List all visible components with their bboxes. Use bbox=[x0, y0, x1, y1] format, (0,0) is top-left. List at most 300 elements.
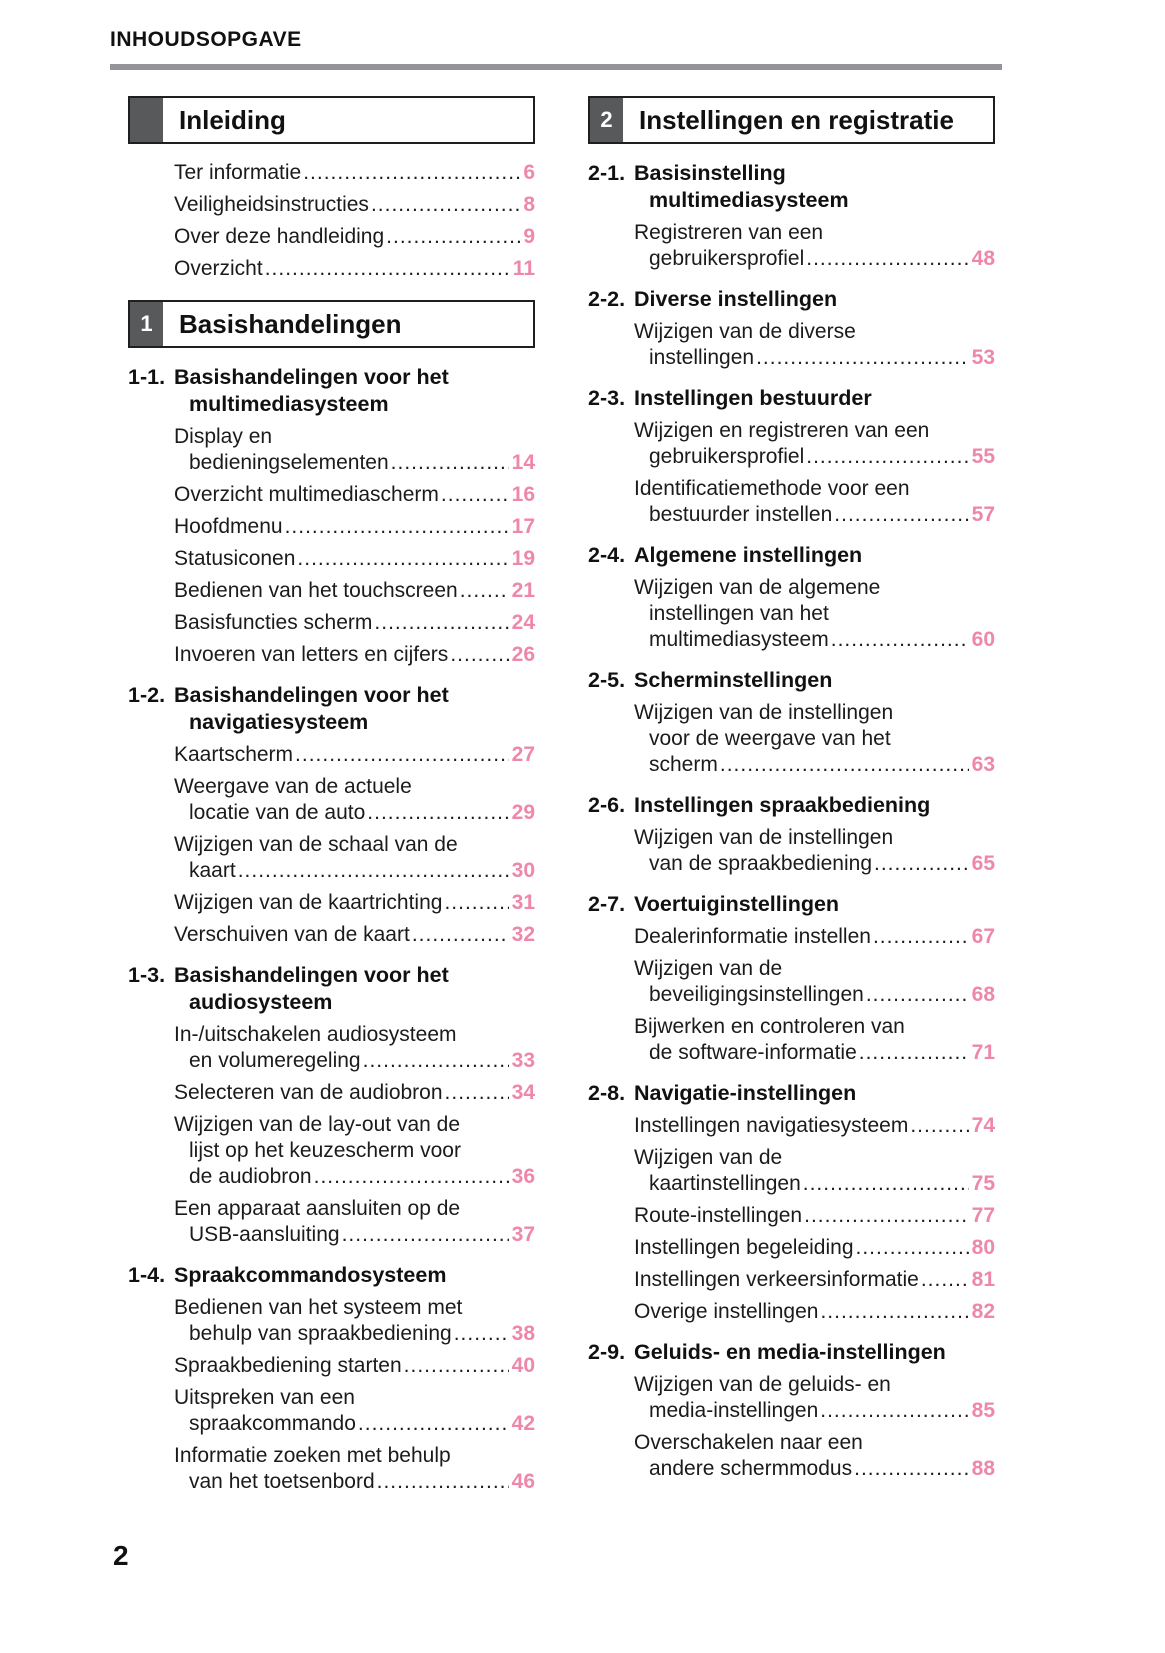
entry-line bbox=[634, 956, 995, 982]
toc-entry bbox=[588, 1235, 995, 1261]
dot-leader bbox=[295, 742, 509, 768]
section-number: 2-1. bbox=[588, 161, 626, 185]
entry-page-number: 60 bbox=[971, 628, 995, 651]
entry-line bbox=[174, 1469, 535, 1495]
entry-text: de audiobron bbox=[189, 1165, 312, 1188]
dot-leader bbox=[834, 502, 968, 528]
entry-text: scherm bbox=[649, 753, 718, 776]
entry-line bbox=[174, 742, 535, 768]
dot-leader bbox=[238, 858, 509, 884]
entry-page-number: 19 bbox=[511, 547, 535, 570]
entry-text: andere schermmodus bbox=[649, 1457, 853, 1480]
section-title-line: Basishandelingen voor het bbox=[174, 365, 449, 389]
entry-page-number: 42 bbox=[511, 1412, 535, 1435]
toc-column-left bbox=[128, 96, 535, 1501]
section-heading bbox=[128, 364, 535, 418]
section-number: 2-2. bbox=[588, 287, 626, 311]
toc-entry bbox=[128, 890, 535, 916]
toc-entry bbox=[588, 1299, 995, 1325]
entry-page-number: 57 bbox=[971, 503, 995, 526]
entry-text: Wijzigen van de bbox=[634, 957, 783, 980]
entry-line bbox=[634, 246, 995, 272]
dot-leader bbox=[391, 450, 509, 476]
dot-leader bbox=[720, 752, 969, 778]
entry-text: Wijzigen van de diverse bbox=[634, 320, 856, 343]
entry-line bbox=[634, 1430, 995, 1456]
entry-text: Wijzigen van de instellingen bbox=[634, 701, 894, 724]
toc-entry bbox=[128, 1022, 535, 1074]
entry-text: van het toetsenbord bbox=[189, 1470, 375, 1493]
entry-text: bedieningselementen bbox=[189, 451, 389, 474]
entry-text: Overschakelen naar een bbox=[634, 1431, 863, 1454]
entry-line bbox=[634, 345, 995, 371]
entry-text: Bijwerken en controleren van bbox=[634, 1015, 905, 1038]
entry-line bbox=[634, 444, 995, 470]
entry-line bbox=[634, 1113, 995, 1139]
dot-leader bbox=[297, 546, 508, 572]
toc-entry bbox=[128, 546, 535, 572]
toc-entry bbox=[128, 642, 535, 668]
entry-line bbox=[174, 890, 535, 916]
dot-leader bbox=[374, 610, 508, 636]
entry-page-number: 31 bbox=[511, 891, 535, 914]
entry-page-number: 27 bbox=[511, 743, 535, 766]
toc-entry bbox=[128, 482, 535, 508]
entry-line bbox=[174, 256, 535, 282]
dot-leader bbox=[874, 851, 969, 877]
entry-text: en volumeregeling bbox=[189, 1049, 361, 1072]
chapter-box bbox=[128, 96, 535, 144]
section-heading bbox=[588, 542, 995, 569]
entry-line bbox=[174, 1080, 535, 1106]
entry-line bbox=[174, 774, 535, 800]
entry-text: spraakcommando bbox=[189, 1412, 356, 1435]
entry-text: Display en bbox=[174, 425, 273, 448]
entry-text: behulp van spraakbediening bbox=[189, 1322, 452, 1345]
entry-line bbox=[174, 450, 535, 476]
section-heading bbox=[588, 286, 995, 313]
dot-leader bbox=[856, 1235, 969, 1261]
section-number: 2-3. bbox=[588, 386, 626, 410]
entry-text: Invoeren van letters en cijfers bbox=[174, 643, 449, 666]
entry-line bbox=[174, 800, 535, 826]
entry-text: gebruikersprofiel bbox=[649, 445, 805, 468]
entry-page-number: 24 bbox=[511, 611, 535, 634]
entry-page-number: 17 bbox=[511, 515, 535, 538]
entry-page-number: 71 bbox=[971, 1041, 995, 1064]
section-title bbox=[634, 667, 995, 694]
entry-page-number: 81 bbox=[971, 1268, 995, 1291]
section-number: 2-9. bbox=[588, 1340, 626, 1364]
dot-leader bbox=[873, 924, 969, 950]
toc-entry bbox=[128, 774, 535, 826]
entry-text: Wijzigen van de kaartrichting bbox=[174, 891, 443, 914]
toc-entry bbox=[128, 1295, 535, 1347]
toc-entry bbox=[588, 1430, 995, 1482]
toc-entry bbox=[588, 956, 995, 1008]
toc-entry bbox=[128, 1385, 535, 1437]
dot-leader bbox=[363, 1048, 509, 1074]
entry-page-number: 53 bbox=[971, 346, 995, 369]
entry-text: Wijzigen van de lay-out van de bbox=[174, 1113, 460, 1136]
entry-text: Registreren van een bbox=[634, 221, 824, 244]
dot-leader bbox=[342, 1222, 509, 1248]
entry-page-number: 74 bbox=[971, 1114, 995, 1137]
entry-text: Overzicht bbox=[174, 257, 263, 280]
section-heading bbox=[588, 792, 995, 819]
dot-leader bbox=[460, 578, 509, 604]
entry-text: Kaartscherm bbox=[174, 743, 294, 766]
entry-text: Instellingen begeleiding bbox=[634, 1236, 854, 1259]
entry-line bbox=[634, 1203, 995, 1229]
section-number: 2-6. bbox=[588, 793, 626, 817]
dot-leader bbox=[820, 1299, 968, 1325]
toc-entry bbox=[128, 742, 535, 768]
entry-page-number: 80 bbox=[971, 1236, 995, 1259]
dot-leader bbox=[445, 1080, 509, 1106]
section-title-line: navigatiesysteem bbox=[189, 710, 369, 734]
dot-leader bbox=[866, 982, 969, 1008]
entry-page-number: 14 bbox=[511, 451, 535, 474]
entry-page-number: 37 bbox=[511, 1223, 535, 1246]
entry-line bbox=[634, 319, 995, 345]
toc-entry bbox=[588, 220, 995, 272]
section-title-line: audiosysteem bbox=[189, 990, 333, 1014]
dot-leader bbox=[831, 627, 969, 653]
section-title-line: Geluids- en media-instellingen bbox=[634, 1340, 946, 1364]
entry-line bbox=[634, 1040, 995, 1066]
toc-entry bbox=[588, 924, 995, 950]
section-heading bbox=[128, 1262, 535, 1289]
entry-text: USB-aansluiting bbox=[189, 1223, 340, 1246]
entry-page-number: 8 bbox=[523, 193, 535, 216]
toc-entry bbox=[588, 1267, 995, 1293]
dot-leader bbox=[806, 444, 968, 470]
entry-text: Selecteren van de audiobron bbox=[174, 1081, 443, 1104]
section-heading bbox=[588, 1080, 995, 1107]
section-title-line: Spraakcommandosysteem bbox=[174, 1263, 447, 1287]
entry-line bbox=[634, 1145, 995, 1171]
entry-text: Informatie zoeken met behulp bbox=[174, 1444, 451, 1467]
entry-page-number: 55 bbox=[971, 445, 995, 468]
entry-text: Wijzigen en registreren van een bbox=[634, 419, 930, 442]
entry-text: Route-instellingen bbox=[634, 1204, 803, 1227]
toc-entry bbox=[128, 192, 535, 218]
entry-text: Overzicht multimediascherm bbox=[174, 483, 439, 506]
toc-entry bbox=[588, 1145, 995, 1197]
entry-line bbox=[634, 1235, 995, 1261]
entry-page-number: 48 bbox=[971, 247, 995, 270]
dot-leader bbox=[454, 1321, 509, 1347]
dot-leader bbox=[404, 1353, 509, 1379]
toc-entry bbox=[128, 1443, 535, 1495]
entry-line bbox=[634, 700, 995, 726]
section-title bbox=[634, 385, 995, 412]
entry-line bbox=[174, 642, 535, 668]
entry-text: Een apparaat aansluiten op de bbox=[174, 1197, 461, 1220]
section-title-line: Basisinstelling bbox=[634, 161, 786, 185]
section-title bbox=[634, 1339, 995, 1366]
section-title-line: Algemene instellingen bbox=[634, 543, 863, 567]
entry-text: de software-informatie bbox=[649, 1041, 857, 1064]
entry-page-number: 46 bbox=[511, 1470, 535, 1493]
entry-page-number: 32 bbox=[511, 923, 535, 946]
dot-leader bbox=[371, 192, 520, 218]
entry-page-number: 30 bbox=[511, 859, 535, 882]
entry-line bbox=[634, 1372, 995, 1398]
entry-text: Weergave van de actuele bbox=[174, 775, 412, 798]
section-heading bbox=[128, 682, 535, 736]
toc-entry bbox=[588, 700, 995, 778]
entry-text: van de spraakbediening bbox=[649, 852, 873, 875]
section-title-line: Scherminstellingen bbox=[634, 668, 833, 692]
entry-line bbox=[174, 832, 535, 858]
entry-line bbox=[634, 1456, 995, 1482]
entry-text: Veiligheidsinstructies bbox=[174, 193, 369, 216]
entry-text: Wijzigen van de algemene bbox=[634, 576, 881, 599]
section-heading bbox=[588, 667, 995, 694]
entry-line bbox=[174, 1164, 535, 1190]
dot-leader bbox=[358, 1411, 509, 1437]
entry-text: gebruikersprofiel bbox=[649, 247, 805, 270]
entry-line bbox=[634, 982, 995, 1008]
section-title-line: multimediasysteem bbox=[189, 392, 389, 416]
toc-entry bbox=[588, 1372, 995, 1424]
dot-leader bbox=[804, 1203, 969, 1229]
toc-column-right bbox=[588, 96, 995, 1501]
toc-entry bbox=[588, 1203, 995, 1229]
entry-text: Verschuiven van de kaart bbox=[174, 923, 410, 946]
toc-entry bbox=[128, 1353, 535, 1379]
entry-page-number: 65 bbox=[971, 852, 995, 875]
entry-text: Instellingen verkeersinformatie bbox=[634, 1268, 919, 1291]
entry-line bbox=[634, 924, 995, 950]
dot-leader bbox=[285, 514, 509, 540]
toc-entry bbox=[588, 319, 995, 371]
entry-line bbox=[634, 502, 995, 528]
dot-leader bbox=[314, 1164, 509, 1190]
entry-text: Basisfuncties scherm bbox=[174, 611, 373, 634]
entry-line bbox=[634, 1398, 995, 1424]
section-heading bbox=[588, 385, 995, 412]
entry-line bbox=[174, 1353, 535, 1379]
dot-leader bbox=[756, 345, 969, 371]
entry-text: locatie van de auto bbox=[189, 801, 366, 824]
toc-entry bbox=[128, 578, 535, 604]
chapter-number-tab: 1 bbox=[130, 302, 163, 346]
entry-text: Identificatiemethode voor een bbox=[634, 477, 910, 500]
section-title-line: Instellingen bestuurder bbox=[634, 386, 872, 410]
section-title-line: Basishandelingen voor het bbox=[174, 683, 449, 707]
section-title-line: Basishandelingen voor het bbox=[174, 963, 449, 987]
toc-entry bbox=[128, 514, 535, 540]
chapter-title: Basishandelingen bbox=[179, 308, 402, 339]
entry-text: Ter informatie bbox=[174, 161, 302, 184]
entry-line bbox=[634, 220, 995, 246]
entry-text: In-/uitschakelen audiosysteem bbox=[174, 1023, 457, 1046]
dot-leader bbox=[806, 246, 968, 272]
toc-entry bbox=[128, 424, 535, 476]
entry-line bbox=[174, 578, 535, 604]
dot-leader bbox=[444, 890, 508, 916]
entry-page-number: 75 bbox=[971, 1172, 995, 1195]
section-title-line: Navigatie-instellingen bbox=[634, 1081, 857, 1105]
entry-page-number: 82 bbox=[971, 1300, 995, 1323]
entry-page-number: 11 bbox=[512, 257, 535, 280]
entry-line bbox=[174, 1138, 535, 1164]
dot-leader bbox=[377, 1469, 509, 1495]
section-number: 2-8. bbox=[588, 1081, 626, 1105]
toc-entry bbox=[128, 1080, 535, 1106]
entry-text: kaart bbox=[189, 859, 236, 882]
dot-leader bbox=[859, 1040, 969, 1066]
page-number: 2 bbox=[113, 1540, 129, 1571]
entry-line bbox=[634, 825, 995, 851]
entry-line bbox=[634, 726, 995, 752]
toc-entry bbox=[588, 418, 995, 470]
entry-line bbox=[174, 1196, 535, 1222]
section-number: 2-7. bbox=[588, 892, 626, 916]
entry-text: media-instellingen bbox=[649, 1399, 819, 1422]
entry-page-number: 9 bbox=[523, 225, 535, 248]
section-title bbox=[634, 891, 995, 918]
entry-line bbox=[174, 1112, 535, 1138]
section-number: 2-5. bbox=[588, 668, 626, 692]
section-title bbox=[174, 962, 535, 1016]
entry-line bbox=[174, 482, 535, 508]
entry-text: bestuurder instellen bbox=[649, 503, 833, 526]
entry-line bbox=[174, 192, 535, 218]
dot-leader bbox=[265, 256, 510, 282]
dot-leader bbox=[386, 224, 520, 250]
toc-entry bbox=[588, 1113, 995, 1139]
entry-page-number: 33 bbox=[511, 1049, 535, 1072]
toc-entry bbox=[128, 832, 535, 884]
entry-line bbox=[634, 476, 995, 502]
chapter-number-tab: 2 bbox=[590, 98, 623, 142]
entry-text: Bedienen van het systeem met bbox=[174, 1296, 463, 1319]
entry-page-number: 6 bbox=[523, 161, 535, 184]
entry-line bbox=[634, 601, 995, 627]
toc-entry bbox=[588, 1014, 995, 1066]
entry-line bbox=[174, 858, 535, 884]
page-content bbox=[110, 0, 1002, 1501]
entry-line bbox=[174, 1222, 535, 1248]
section-title bbox=[634, 542, 995, 569]
toc-entry bbox=[588, 476, 995, 528]
section-number: 1-2. bbox=[128, 683, 166, 707]
entry-text: Overige instellingen bbox=[634, 1300, 819, 1323]
entry-page-number: 21 bbox=[511, 579, 535, 602]
entry-text: Over deze handleiding bbox=[174, 225, 385, 248]
entry-text: Dealerinformatie instellen bbox=[634, 925, 871, 948]
section-title-line: Instellingen spraakbediening bbox=[634, 793, 931, 817]
entry-line bbox=[174, 546, 535, 572]
entry-line bbox=[634, 1171, 995, 1197]
entry-line bbox=[634, 418, 995, 444]
toc-entry bbox=[588, 825, 995, 877]
page-title: INHOUDSOPGAVE bbox=[110, 28, 302, 51]
entry-text: kaartinstellingen bbox=[649, 1172, 801, 1195]
toc-entry bbox=[128, 160, 535, 186]
dot-leader bbox=[303, 160, 520, 186]
entry-line bbox=[174, 1385, 535, 1411]
section-title bbox=[634, 160, 995, 214]
toc-columns bbox=[110, 96, 1002, 1501]
entry-page-number: 36 bbox=[511, 1165, 535, 1188]
entry-text: Hoofdmenu bbox=[174, 515, 283, 538]
section-heading bbox=[588, 1339, 995, 1366]
section-title-line: Voertuiginstellingen bbox=[634, 892, 840, 916]
entry-line bbox=[174, 1295, 535, 1321]
header-rule bbox=[110, 64, 1002, 70]
entry-line bbox=[634, 627, 995, 653]
dot-leader bbox=[854, 1456, 969, 1482]
entry-text: instellingen bbox=[649, 346, 755, 369]
toc-entry bbox=[128, 1112, 535, 1190]
entry-line bbox=[174, 424, 535, 450]
entry-page-number: 77 bbox=[971, 1204, 995, 1227]
entry-text: Wijzigen van de instellingen bbox=[634, 826, 894, 849]
entry-page-number: 85 bbox=[971, 1399, 995, 1422]
section-title-line: Diverse instellingen bbox=[634, 287, 838, 311]
entry-line bbox=[174, 1048, 535, 1074]
section-title-line: multimediasysteem bbox=[649, 188, 849, 212]
entry-page-number: 38 bbox=[511, 1322, 535, 1345]
entry-text: lijst op het keuzescherm voor bbox=[189, 1139, 461, 1162]
section-title bbox=[634, 792, 995, 819]
section-heading bbox=[588, 160, 995, 214]
entry-line bbox=[174, 1022, 535, 1048]
entry-line bbox=[174, 922, 535, 948]
entry-page-number: 34 bbox=[511, 1081, 535, 1104]
entry-text: Spraakbediening starten bbox=[174, 1354, 402, 1377]
entry-page-number: 63 bbox=[971, 753, 995, 776]
chapter-box bbox=[128, 300, 535, 348]
entry-text: Uitspreken van een bbox=[174, 1386, 355, 1409]
section-number: 2-4. bbox=[588, 543, 626, 567]
dot-leader bbox=[921, 1267, 969, 1293]
dot-leader bbox=[441, 482, 509, 508]
entry-text: Statusiconen bbox=[174, 547, 296, 570]
entry-page-number: 67 bbox=[971, 925, 995, 948]
toc-entry bbox=[128, 610, 535, 636]
dot-leader bbox=[803, 1171, 969, 1197]
entry-line bbox=[634, 1267, 995, 1293]
entry-page-number: 88 bbox=[971, 1457, 995, 1480]
section-title bbox=[174, 364, 535, 418]
entry-line bbox=[174, 1411, 535, 1437]
entry-text: Wijzigen van de schaal van de bbox=[174, 833, 458, 856]
entry-text: voor de weergave van het bbox=[649, 727, 891, 750]
entry-page-number: 16 bbox=[511, 483, 535, 506]
section-heading bbox=[588, 891, 995, 918]
entry-text: Instellingen navigatiesysteem bbox=[634, 1114, 909, 1137]
section-number: 1-4. bbox=[128, 1263, 166, 1287]
entry-page-number: 68 bbox=[971, 983, 995, 1006]
section-title bbox=[174, 1262, 535, 1289]
section-number: 1-1. bbox=[128, 365, 166, 389]
entry-line bbox=[634, 851, 995, 877]
entry-text: Wijzigen van de bbox=[634, 1146, 783, 1169]
toc-entry bbox=[128, 256, 535, 282]
entry-line bbox=[174, 224, 535, 250]
section-title bbox=[634, 286, 995, 313]
dot-leader bbox=[367, 800, 508, 826]
dot-leader bbox=[412, 922, 509, 948]
entry-line bbox=[634, 1014, 995, 1040]
toc-entry bbox=[128, 1196, 535, 1248]
